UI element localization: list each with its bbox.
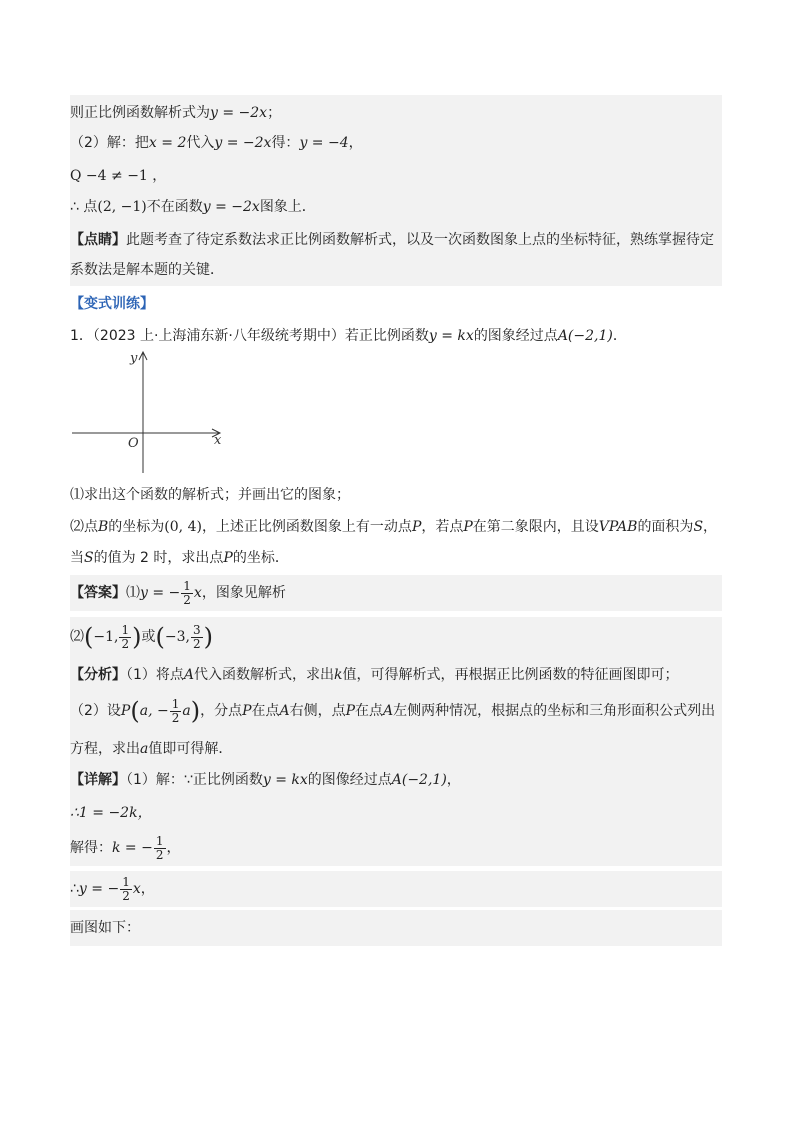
fraction: $\frac{1}{2}$ [183, 578, 191, 607]
detail-line-3: 解得：k = − $\frac{1}{2}$ ， [70, 830, 722, 866]
x-axis-label: x [214, 433, 222, 448]
fraction: $\frac{1}{2}$ [171, 696, 180, 725]
coordinate-axes-figure [70, 348, 230, 476]
analysis-line-2: （2）设P(a, − $\frac{1}{2}$ a)，分点P在点A右侧，点P在点A左侧两种情况，根据点的坐标和三角形面积公式列出 [70, 691, 722, 731]
solution-line-1: 则正比例函数解析式为y = −2x； [70, 95, 722, 131]
solution-line-2: （2）解：把x = 2代入y = −2x得：y = −4， [70, 125, 722, 161]
fraction: $\frac{1}{2}$ [155, 833, 164, 862]
problem-statement: 1．（2023 上·上海浦东新·八年级统考期中）若正比例函数y = kx的图象经过点A(−2,1)． [70, 318, 722, 354]
solution-line-3: Q −4 ≠ −1 ， [70, 158, 722, 194]
y-axis-label: y [130, 351, 138, 366]
question-2: ⑵点B的坐标为(0, 4)，上述正比例函数图象上有一动点P，若点P在第二象限内，且设VPAB的面积为S， [70, 509, 722, 545]
question-2-continued: 当S的值为 2 时，求出点P的坐标． [70, 540, 722, 576]
math-expression: y = −2x [210, 105, 268, 121]
comment-line-2: 系数法是解本题的关键． [70, 252, 722, 288]
analysis-label: 【分析】 [70, 667, 126, 683]
solution-line-4: ∴ 点(2, −1)不在函数y = −2x图象上． [70, 189, 722, 225]
comment-label: 【点睛】 [70, 232, 126, 248]
detail-line-5: 画图如下： [70, 910, 722, 946]
answer-line-2: ⑵(−1, $\frac{1}{2}$ )或(−3, $\frac{3}{2}$ ) [70, 617, 722, 657]
analysis-line-3: 方程，求出a值即可得解． [70, 731, 722, 767]
analysis-line-1: 【分析】（1）将点A代入函数解析式，求出k值，可得解析式，再根据正比例函数的特征画图即可； [70, 657, 722, 693]
origin-label: O [128, 436, 139, 451]
comment-line-1: 【点睛】此题考查了待定系数法求正比例函数解析式，以及一次函数图象上点的坐标特征，熟练掌握待定 [70, 222, 722, 258]
detail-line-2: ∴1 = −2k， [70, 795, 722, 831]
fraction: $\frac{1}{2}$ [121, 622, 130, 651]
answer-line-1: 【答案】⑴y = − $\frac{1}{2}$ x，图象见解析 [70, 575, 722, 611]
detail-line-4: ∴y = − $\frac{1}{2}$ x， [70, 871, 722, 907]
question-1: ⑴求出这个函数的解析式；并画出它的图象； [70, 477, 722, 513]
answer-label: 【答案】 [70, 585, 126, 601]
fraction: $\frac{1}{2}$ [122, 874, 130, 903]
detail-line-1: 【详解】（1）解：∵正比例函数y = kx的图像经过点A(−2,1)， [70, 762, 722, 798]
fraction: $\frac{3}{2}$ [192, 622, 201, 651]
section-heading: 【变式训练】 [70, 286, 722, 322]
detail-label: 【详解】 [70, 772, 126, 788]
